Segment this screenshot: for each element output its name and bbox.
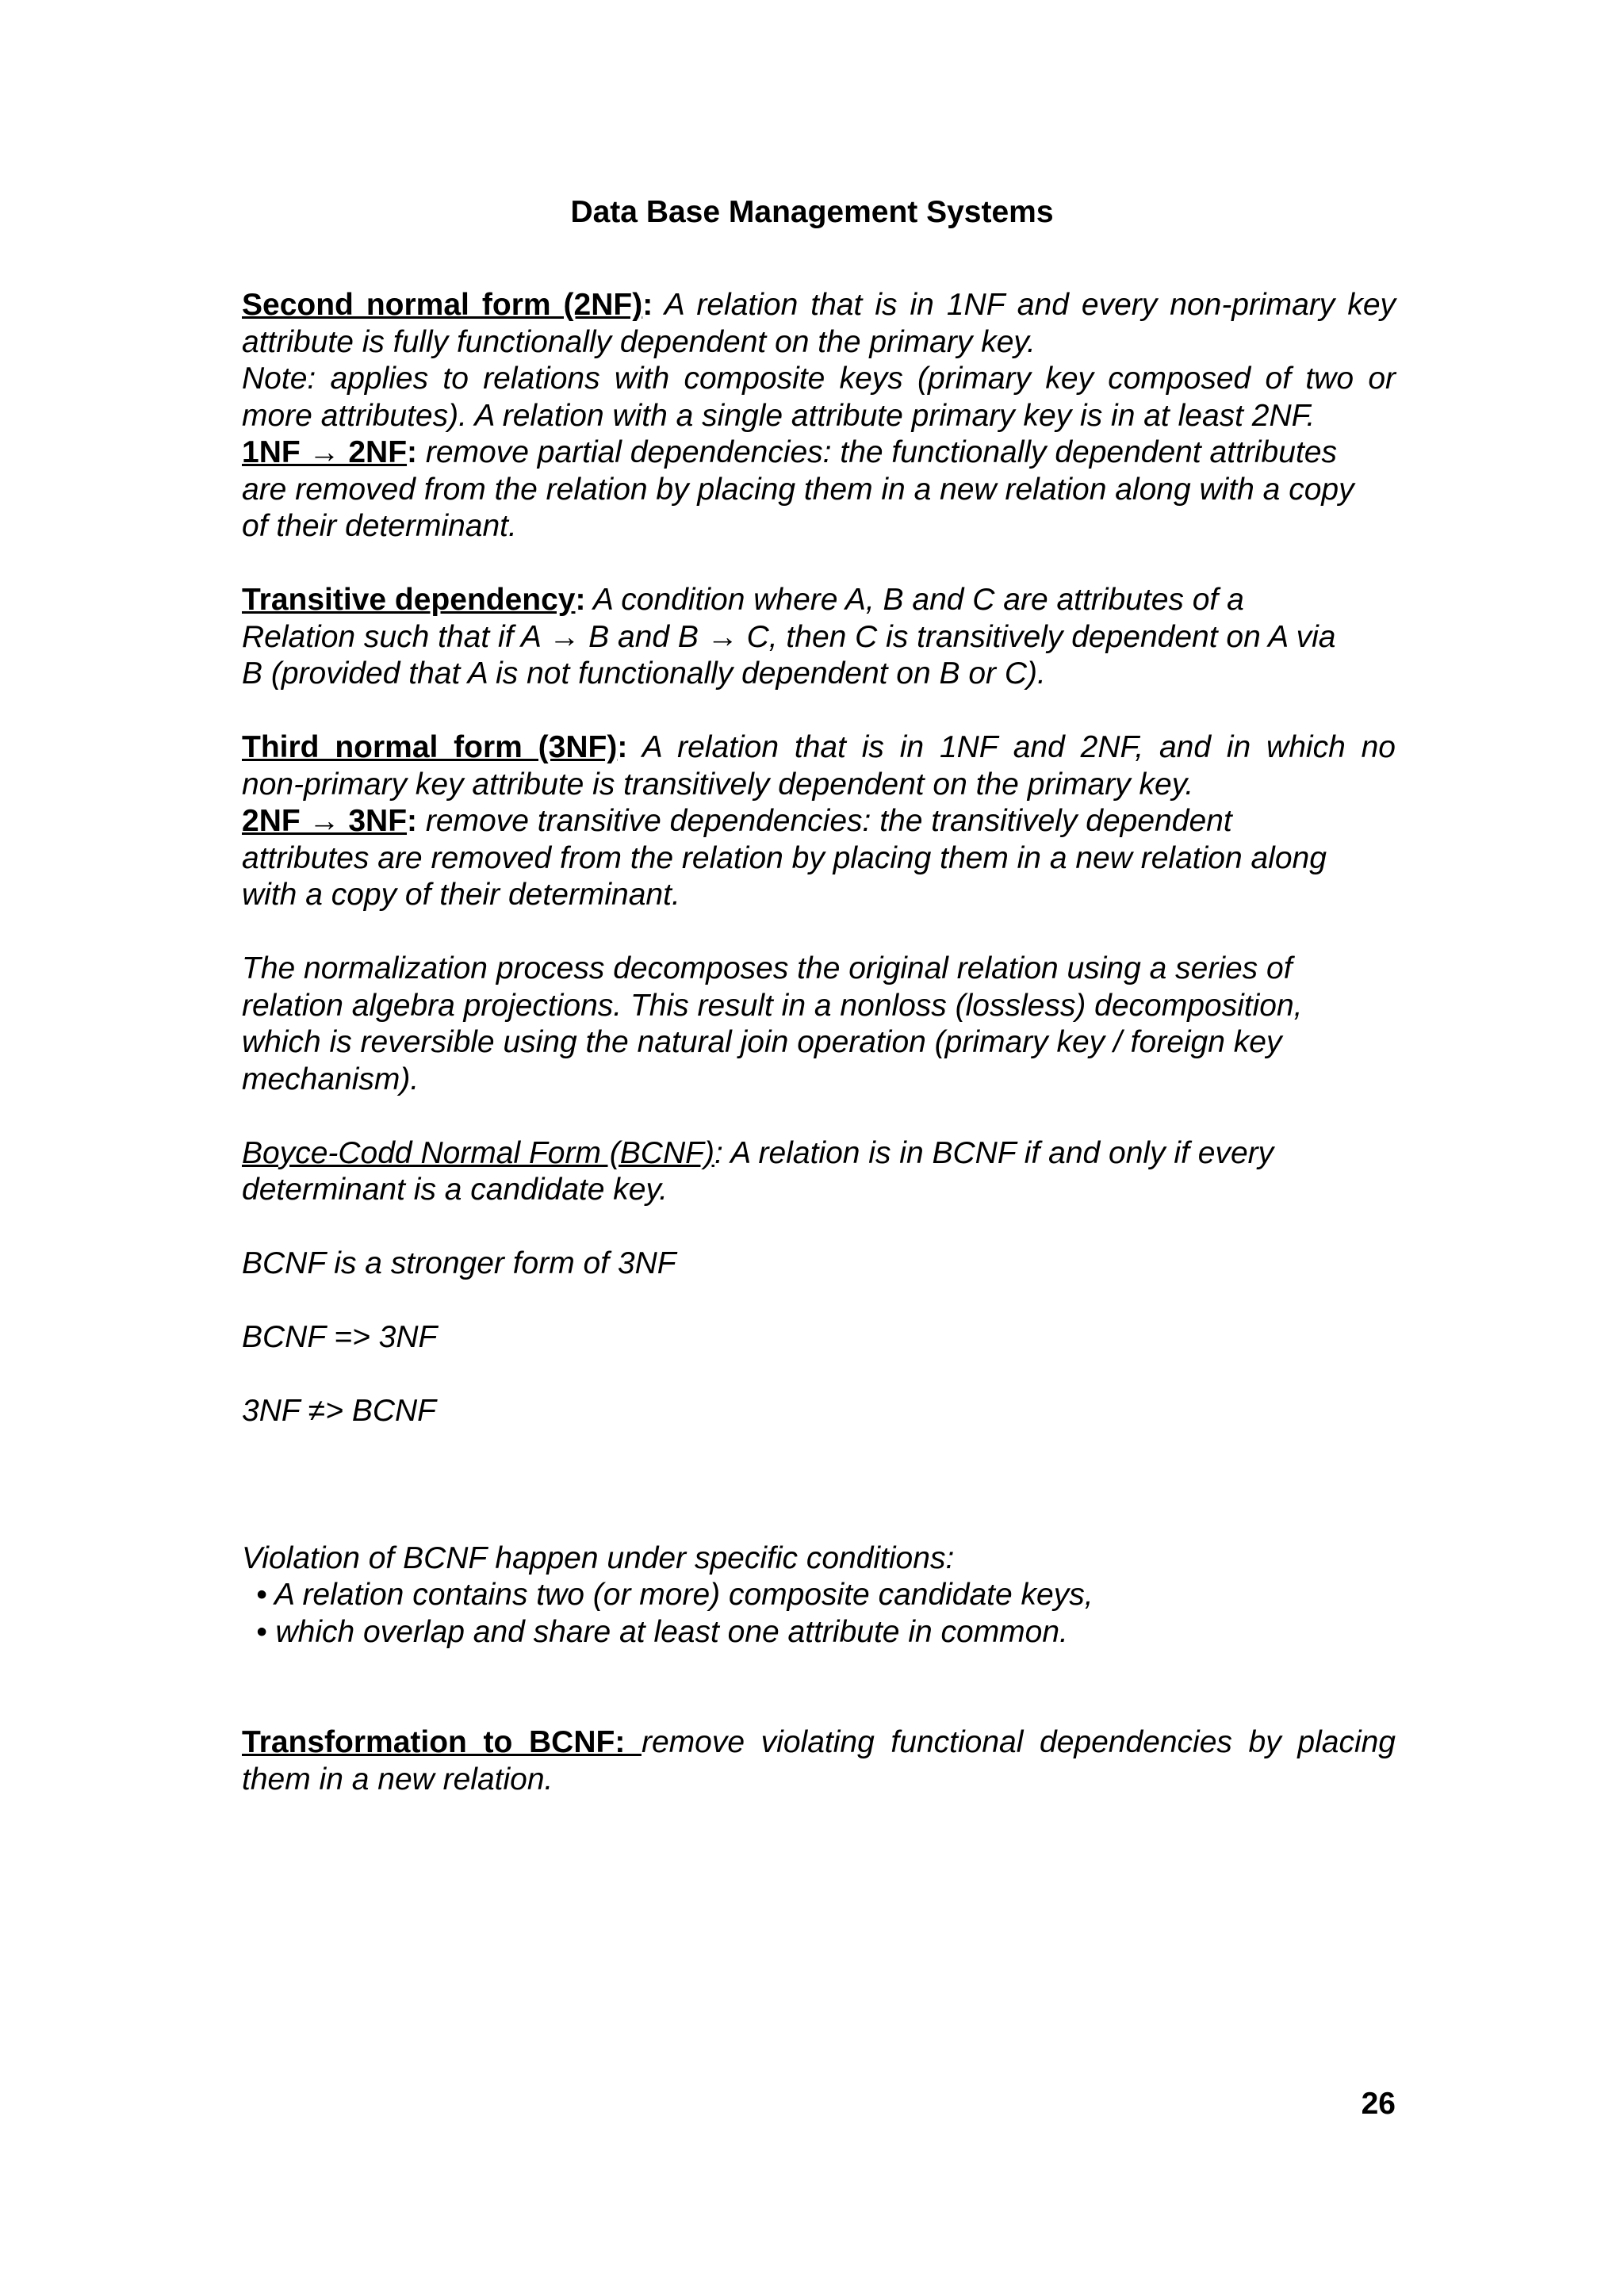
section-bcnf-transformation bbox=[242, 1724, 1396, 1798]
3nf-text-1: A relation that is in 1NF and 2NF, and in which no bbox=[642, 730, 1396, 764]
section-bcnf bbox=[242, 1135, 1396, 1430]
transitive-term: Transitive dependency bbox=[242, 583, 576, 617]
1nf-to-2nf-term: 1NF → 2NF bbox=[242, 435, 408, 469]
violation-intro: Violation of BCNF happen under specific conditions: bbox=[242, 1540, 955, 1575]
transformation-text-1: remove violating functional dependencies by placing bbox=[641, 1725, 1396, 1759]
transitive-line-3: B (provided that A is not functionally dependent on B or C). bbox=[242, 656, 1046, 691]
2nf-to-3nf-line-3: with a copy of their determinant. bbox=[242, 878, 680, 912]
transformation-term: Transformation to BCNF: bbox=[242, 1725, 642, 1759]
2nf-line-2: attribute is fully functionally dependent on the primary key. bbox=[242, 324, 1036, 359]
document-body bbox=[242, 287, 1396, 1798]
section-3nf bbox=[242, 729, 1396, 914]
2nf-to-3nf-line-1 bbox=[242, 803, 1396, 840]
transformation-line-2: them in a new relation. bbox=[242, 1762, 553, 1797]
section-normalization-process bbox=[242, 951, 1396, 1098]
transitive-line-1 bbox=[242, 582, 1396, 619]
transitive-line-2: Relation such that if A → B and B → C, then C is transitively dependent on A via bbox=[242, 619, 1336, 654]
transformation-line-1 bbox=[242, 1724, 1396, 1762]
bcnf-implies-3nf: BCNF => 3NF bbox=[242, 1320, 438, 1354]
1nf-to-2nf-text-1: remove partial dependencies: the functionally dependent attributes bbox=[425, 435, 1337, 469]
bcnf-line-1 bbox=[242, 1135, 1396, 1173]
1nf-to-2nf-line-1 bbox=[242, 434, 1396, 472]
3nf-line-1 bbox=[242, 729, 1396, 767]
2nf-definition-1: A relation that is in 1NF and every non-primary key bbox=[664, 288, 1396, 322]
transitive-colon: : bbox=[575, 583, 586, 617]
section-transitive-dependency bbox=[242, 582, 1396, 693]
1nf-to-2nf-colon: : bbox=[407, 435, 418, 469]
bcnf-text-1: : A relation is in BCNF if and only if every bbox=[714, 1135, 1274, 1170]
3nf-colon: : bbox=[617, 730, 628, 764]
2nf-note-2: more attributes). A relation with a single attribute primary key is in at least 2NF. bbox=[242, 398, 1316, 433]
1nf-to-2nf-line-3: of their determinant. bbox=[242, 509, 517, 543]
3nf-not-implies-bcnf: 3NF ≠> BCNF bbox=[242, 1394, 436, 1428]
normalization-line-2: relation algebra projections. This result in a nonloss (lossless) decomposition, bbox=[242, 988, 1303, 1023]
violation-bullet-2: • which overlap and share at least one attribute in common. bbox=[256, 1614, 1068, 1649]
2nf-colon: : bbox=[642, 288, 653, 322]
transitive-text-1: A condition where A, B and C are attributes of a bbox=[592, 583, 1244, 617]
3nf-term: Third normal form (3NF) bbox=[242, 730, 618, 764]
normalization-line-1: The normalization process decomposes the original relation using a series of bbox=[242, 951, 1293, 985]
2nf-to-3nf-term: 2NF → 3NF bbox=[242, 804, 408, 838]
section-2nf bbox=[242, 287, 1396, 545]
violation-bullet-1: • A relation contains two (or more) composite candidate keys, bbox=[256, 1578, 1094, 1612]
2nf-term: Second normal form (2NF) bbox=[242, 288, 643, 322]
2nf-to-3nf-text-1: remove transitive dependencies: the transitively dependent bbox=[425, 804, 1232, 838]
1nf-to-2nf-line-2: are removed from the relation by placing them in a new relation along with a copy bbox=[242, 472, 1354, 507]
page-number: 26 bbox=[1361, 2087, 1396, 2121]
3nf-line-2: non-primary key attribute is transitively dependent on the primary key. bbox=[242, 767, 1194, 802]
page-title: Data Base Management Systems bbox=[570, 195, 1054, 229]
bcnf-stronger: BCNF is a stronger form of 3NF bbox=[242, 1246, 676, 1280]
2nf-to-3nf-colon: : bbox=[407, 804, 418, 838]
bcnf-line-2: determinant is a candidate key. bbox=[242, 1173, 668, 1207]
bcnf-term: Boyce-Codd Normal Form (BCNF) bbox=[242, 1135, 714, 1170]
normalization-line-3: which is reversible using the natural join operation (primary key / foreign key bbox=[242, 1025, 1282, 1059]
normalization-line-4: mechanism). bbox=[242, 1062, 419, 1096]
2nf-to-3nf-line-2: attributes are removed from the relation by placing them in a new relation along bbox=[242, 840, 1327, 875]
2nf-line-1 bbox=[242, 287, 1396, 324]
2nf-note-1: Note: applies to relations with composite keys (primary key composed of two or bbox=[242, 362, 1396, 396]
section-bcnf-violation bbox=[242, 1540, 1396, 1651]
